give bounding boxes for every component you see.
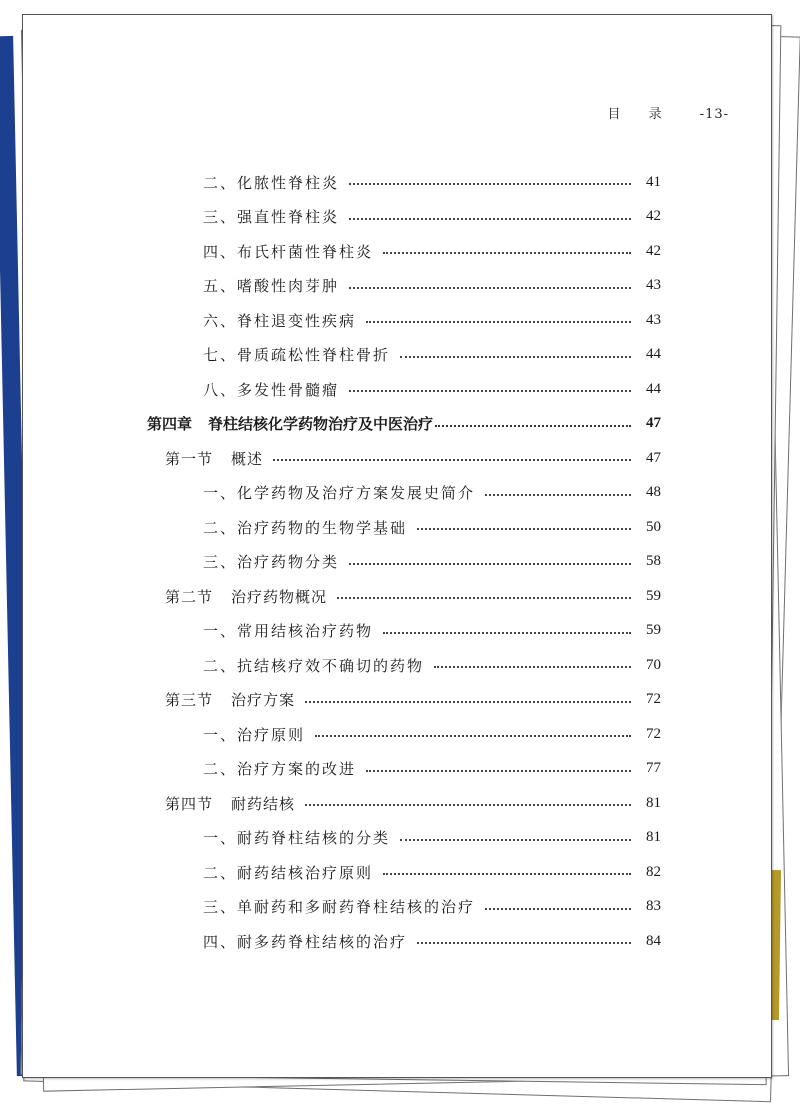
toc-entry-section[interactable] (23, 683, 771, 718)
toc-entry-label (203, 620, 383, 641)
toc-entry-title: 二、抗结核疗效不确切的药物 (203, 656, 425, 675)
toc-entry-page-number: 59 (646, 587, 661, 604)
toc-entry-label (203, 310, 366, 331)
toc-entry-title: 概述 (231, 449, 264, 468)
toc-entry-item[interactable] (23, 269, 771, 304)
dot-leader (305, 804, 631, 806)
header-title: 目 录 (607, 107, 674, 122)
toc-entry-title: 三、强直性脊柱炎 (203, 208, 340, 227)
toc-entry-item[interactable] (23, 200, 771, 235)
toc-page (22, 14, 772, 1078)
toc-entry-page-number: 47 (646, 415, 661, 432)
toc-entry-item[interactable] (23, 717, 771, 752)
dot-leader (366, 770, 631, 772)
toc-entry-label (165, 793, 305, 814)
toc-entry-label (203, 862, 383, 883)
toc-entry-item[interactable] (23, 372, 771, 407)
toc-entry-number: 第二节 (165, 587, 214, 606)
toc-entry-label (147, 413, 435, 434)
toc-entry-item[interactable] (23, 165, 771, 200)
toc-entry-page-number: 72 (646, 725, 661, 742)
dot-leader (349, 218, 631, 220)
dot-leader (383, 252, 631, 254)
dot-leader (349, 390, 631, 392)
dot-leader (400, 839, 631, 841)
table-of-contents (23, 165, 771, 959)
dot-leader (485, 908, 631, 910)
dot-leader (417, 528, 631, 530)
dot-leader (349, 563, 631, 565)
toc-entry-item[interactable] (23, 924, 771, 959)
toc-entry-title: 治疗药物概况 (231, 587, 328, 606)
toc-entry-page-number: 42 (646, 242, 661, 259)
dot-leader (349, 183, 631, 185)
toc-entry-section[interactable] (23, 786, 771, 821)
toc-entry-page-number: 81 (646, 794, 661, 811)
dot-leader (273, 459, 631, 461)
toc-entry-label (203, 172, 349, 193)
toc-entry-item[interactable] (23, 648, 771, 683)
toc-entry-chapter[interactable] (23, 407, 771, 442)
toc-entry-title: 脊柱结核化学药物治疗及中医治疗 (208, 415, 434, 434)
toc-entry-section[interactable] (23, 579, 771, 614)
toc-entry-title: 七、骨质疏松性脊柱骨折 (203, 346, 391, 365)
toc-entry-page-number: 48 (646, 484, 661, 501)
toc-entry-page-number: 72 (646, 691, 661, 708)
toc-entry-label (165, 448, 273, 469)
toc-entry-label (203, 275, 349, 296)
dot-leader (434, 666, 631, 668)
toc-entry-page-number: 84 (646, 932, 661, 949)
running-header (608, 103, 729, 122)
toc-entry-item[interactable] (23, 821, 771, 856)
toc-entry-title: 一、治疗原则 (203, 725, 306, 744)
toc-entry-label (203, 482, 485, 503)
dot-leader (435, 425, 631, 427)
toc-entry-item[interactable] (23, 855, 771, 890)
toc-entry-page-number: 43 (646, 311, 661, 328)
toc-entry-label (203, 724, 315, 745)
header-page-number: -13- (699, 107, 729, 122)
toc-entry-title: 三、单耐药和多耐药脊柱结核的治疗 (203, 898, 476, 917)
dot-leader (349, 287, 631, 289)
toc-entry-title: 四、耐多药脊柱结核的治疗 (203, 932, 408, 951)
toc-entry-item[interactable] (23, 752, 771, 787)
toc-entry-page-number: 44 (646, 346, 661, 363)
toc-entry-title: 八、多发性骨髓瘤 (203, 380, 340, 399)
toc-entry-label (203, 827, 400, 848)
dot-leader (366, 321, 631, 323)
toc-entry-page-number: 81 (646, 829, 661, 846)
dot-leader (383, 632, 631, 634)
toc-entry-title: 二、治疗药物的生物学基础 (203, 518, 408, 537)
toc-entry-label (203, 758, 366, 779)
toc-entry-label (165, 586, 337, 607)
toc-entry-item[interactable] (23, 338, 771, 373)
toc-entry-item[interactable] (23, 614, 771, 649)
toc-entry-label (203, 344, 400, 365)
toc-entry-label (203, 206, 349, 227)
toc-entry-title: 一、常用结核治疗药物 (203, 622, 374, 641)
dot-leader (485, 494, 631, 496)
toc-entry-page-number: 77 (646, 760, 661, 777)
toc-entry-title: 耐药结核 (231, 794, 296, 813)
toc-entry-page-number: 50 (646, 518, 661, 535)
toc-entry-title: 治疗方案 (231, 691, 296, 710)
dot-leader (305, 701, 631, 703)
toc-entry-page-number: 82 (646, 863, 661, 880)
toc-entry-title: 一、化学药物及治疗方案发展史简介 (203, 484, 476, 503)
toc-entry-label (203, 241, 383, 262)
toc-entry-number: 第三节 (165, 691, 214, 710)
toc-entry-title: 二、耐药结核治疗原则 (203, 863, 374, 882)
toc-entry-label (203, 931, 417, 952)
toc-entry-number: 第一节 (165, 449, 214, 468)
toc-entry-page-number: 58 (646, 553, 661, 570)
toc-entry-title: 四、布氏杆菌性脊柱炎 (203, 242, 374, 261)
toc-entry-page-number: 42 (646, 208, 661, 225)
dot-leader (400, 356, 631, 358)
toc-entry-title: 二、化脓性脊柱炎 (203, 173, 340, 192)
toc-entry-page-number: 41 (646, 173, 661, 190)
dot-leader (337, 597, 631, 599)
toc-entry-label (203, 517, 417, 538)
toc-entry-title: 一、耐药脊柱结核的分类 (203, 829, 391, 848)
toc-entry-label (203, 655, 434, 676)
toc-entry-title: 三、治疗药物分类 (203, 553, 340, 572)
toc-entry-page-number: 43 (646, 277, 661, 294)
toc-entry-page-number: 70 (646, 656, 661, 673)
toc-entry-page-number: 44 (646, 380, 661, 397)
toc-entry-page-number: 47 (646, 449, 661, 466)
toc-entry-section[interactable] (23, 441, 771, 476)
toc-entry-item[interactable] (23, 545, 771, 580)
toc-entry-label (165, 689, 305, 710)
toc-entry-item[interactable] (23, 303, 771, 338)
dot-leader (383, 873, 631, 875)
toc-entry-label (203, 896, 485, 917)
toc-entry-label (203, 379, 349, 400)
toc-entry-number: 第四章 (147, 415, 193, 434)
toc-entry-page-number: 83 (646, 898, 661, 915)
toc-entry-title: 二、治疗方案的改进 (203, 760, 357, 779)
toc-entry-label (203, 551, 349, 572)
toc-entry-title: 六、脊柱退变性疾病 (203, 311, 357, 330)
toc-entry-item[interactable] (23, 234, 771, 269)
toc-entry-title: 五、嗜酸性肉芽肿 (203, 277, 340, 296)
toc-entry-number: 第四节 (165, 794, 214, 813)
dot-leader (417, 942, 631, 944)
dot-leader (315, 735, 631, 737)
toc-entry-item[interactable] (23, 476, 771, 511)
toc-entry-page-number: 59 (646, 622, 661, 639)
toc-entry-item[interactable] (23, 510, 771, 545)
toc-entry-item[interactable] (23, 890, 771, 925)
